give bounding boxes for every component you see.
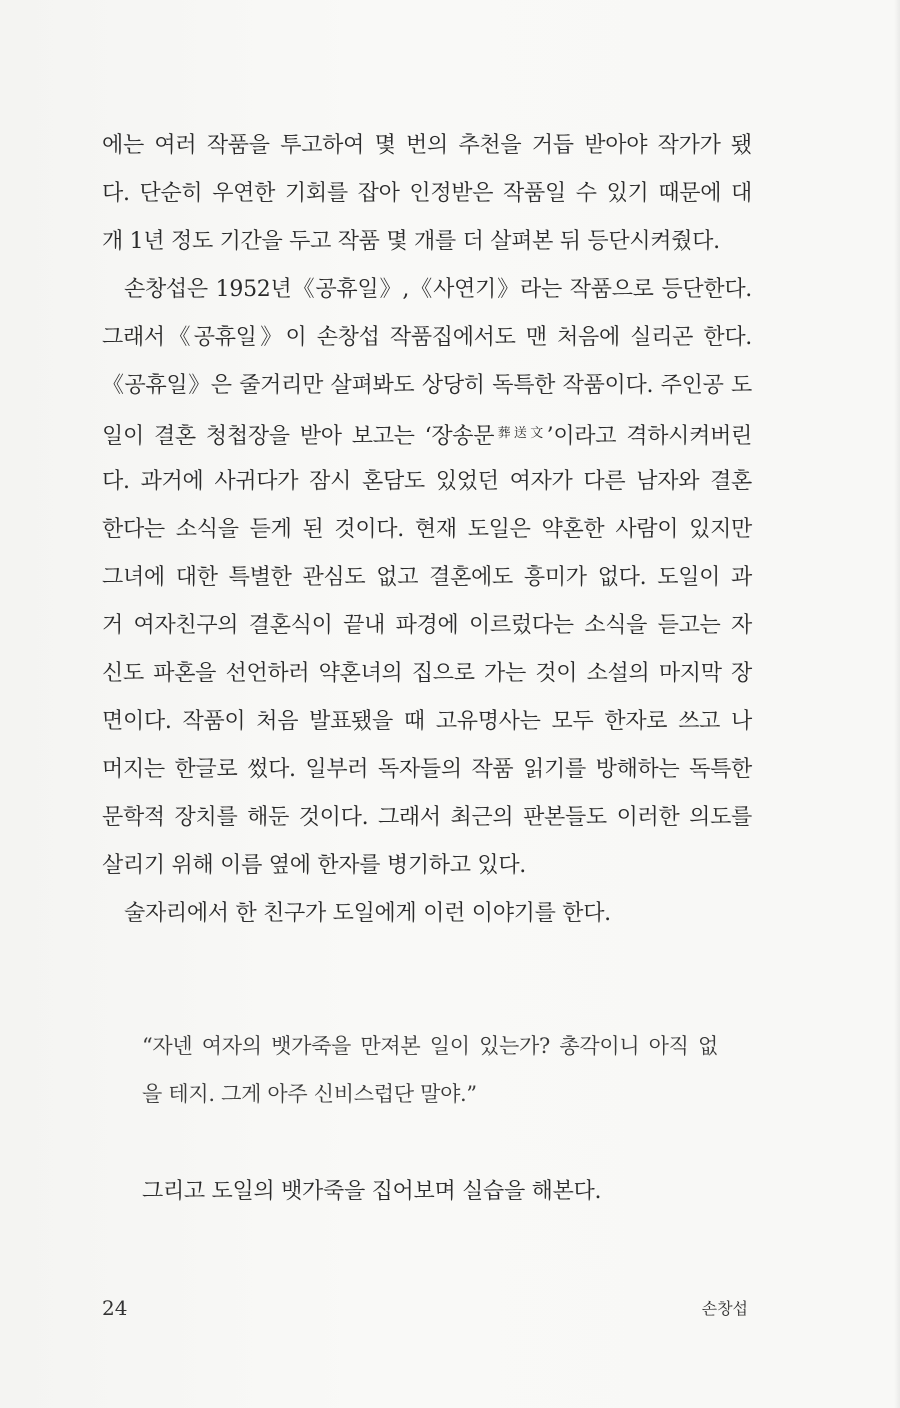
text-segment: 일이 결혼 청첩장을 받아 보고는 ‘장송문 — [102, 424, 495, 449]
quote-line: “자넨 여자의 뱃가죽을 만져본 일이 있는가? 총각이니 아직 없 — [142, 1034, 718, 1058]
text-line: 신도 파혼을 선언하러 약혼녀의 집으로 가는 것이 소설의 마지막 장 — [102, 661, 752, 686]
text-line-with-hanja — [102, 410, 752, 458]
quote-line: 을 테지. 그게 아주 신비스럽단 말야.” — [142, 1082, 477, 1106]
text-line: 거 여자친구의 결혼식이 끝내 파경에 이르렀다는 소식을 듣고는 자 — [102, 613, 752, 638]
hanja-annotation: 葬送文 — [494, 426, 547, 441]
text-line: 머지는 한글로 썼다. 일부러 독자들의 작품 읽기를 방해하는 독특한 — [102, 757, 752, 782]
text-line: 다. 과거에 사귀다가 잠시 혼담도 있었던 여자가 다른 남자와 결혼 — [102, 469, 752, 494]
closing-paragraph: 그리고 도일의 뱃가죽을 집어보며 실습을 해본다. — [142, 1179, 602, 1204]
text-line: 문학적 장치를 해둔 것이다. 그래서 최근의 판본들도 이러한 의도를 — [102, 805, 752, 830]
text-line: 개 1년 정도 기간을 두고 작품 몇 개를 더 살펴본 뒤 등단시켜줬다. — [102, 229, 720, 254]
text-line: 다. 단순히 우연한 기회를 잡아 인정받은 작품일 수 있기 때문에 대 — [102, 181, 752, 206]
text-line: 《공휴일》은 줄거리만 살펴봐도 상당히 독특한 작품이다. 주인공 도 — [102, 373, 752, 398]
text-line: 손창섭은 1952년《공휴일》,《사연기》라는 작품으로 등단한다. — [124, 277, 752, 302]
page-number: 24 — [102, 1296, 128, 1320]
text-line: 그래서《공휴일》이 손창섭 작품집에서도 맨 처음에 실리곤 한다. — [102, 325, 752, 350]
text-line: 한다는 소식을 듣게 된 것이다. 현재 도일은 약혼한 사람이 있지만 — [102, 517, 752, 542]
text-line: 그녀에 대한 특별한 관심도 없고 결혼에도 흥미가 없다. 도일이 과 — [102, 565, 752, 590]
running-head: 손창섭 — [701, 1299, 748, 1318]
text-line: 에는 여러 작품을 투고하여 몇 번의 추천을 거듭 받아야 작가가 됐 — [102, 133, 752, 158]
text-line: 술자리에서 한 친구가 도일에게 이런 이야기를 한다. — [124, 901, 611, 926]
text-line: 살리기 위해 이름 옆에 한자를 병기하고 있다. — [102, 853, 526, 878]
text-segment: ’이라고 격하시켜버린 — [546, 424, 752, 449]
page-edge-shadow — [894, 0, 900, 1408]
text-line: 면이다. 작품이 처음 발표됐을 때 고유명사는 모두 한자로 쓰고 나 — [102, 709, 752, 734]
block-quote — [142, 1022, 718, 1118]
body-text — [102, 122, 752, 938]
